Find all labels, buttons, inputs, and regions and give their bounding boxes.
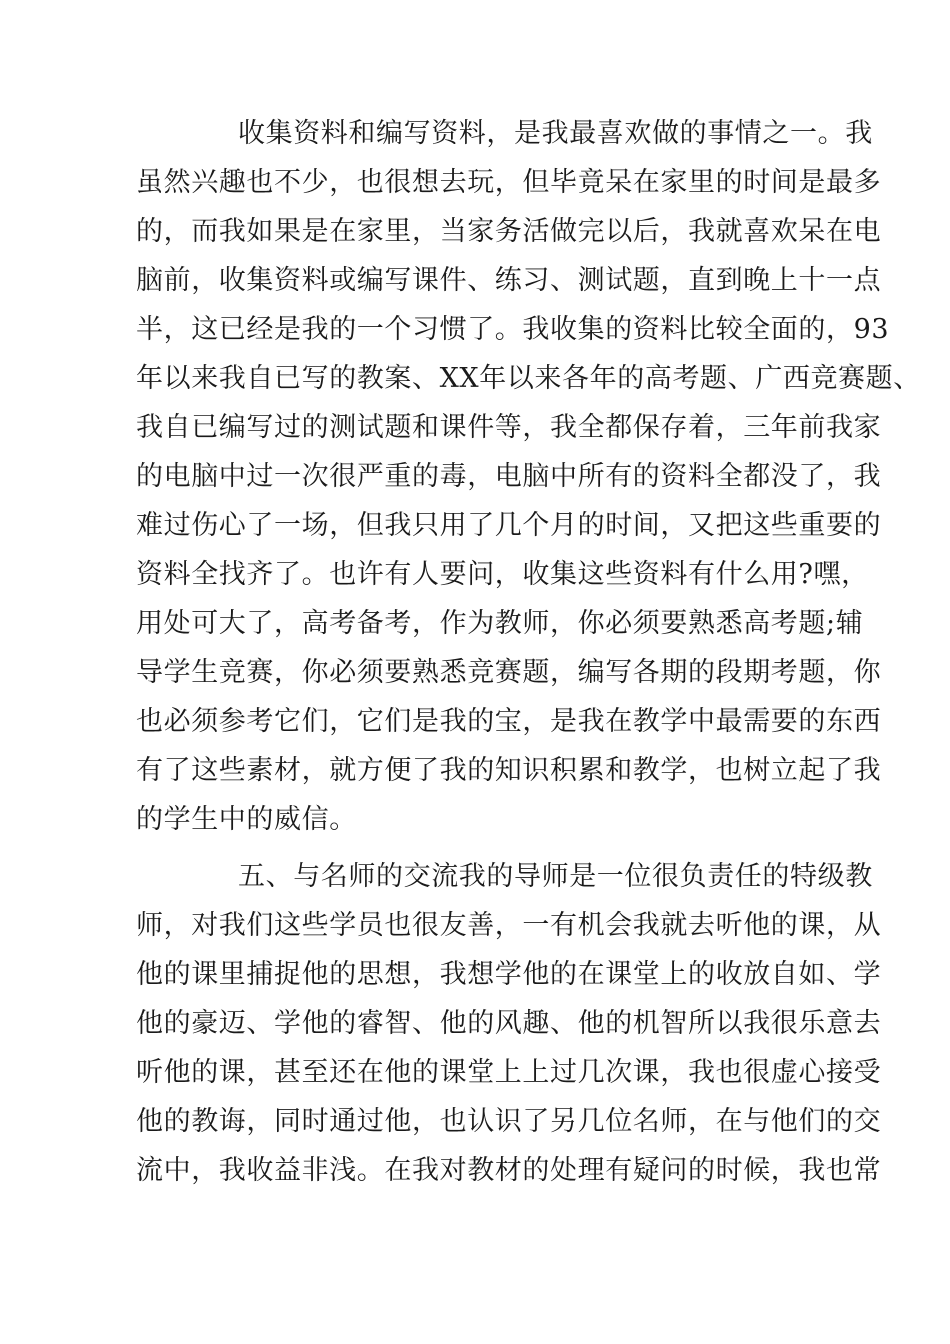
text-line: 虽然兴趣也不少，也很想去玩，但毕竟呆在家里的时间是最多: [136, 167, 882, 198]
text-line: 听他的课，甚至还在他的课堂上上过几次课，我也很虚心接受: [136, 1057, 882, 1088]
text-line: 流中，我收益非浅。在我对教材的处理有疑问的时候，我也常: [136, 1155, 882, 1186]
text-line: 导学生竞赛，你必须要熟悉竞赛题，编写各期的段期考题，你: [136, 657, 882, 688]
text-line: 难过伤心了一场，但我只用了几个月的时间，又把这些重要的: [136, 510, 882, 541]
text-line: 我自已编写过的测试题和课件等，我全都保存着，三年前我家: [136, 412, 882, 443]
text-line: 收集资料和编写资料，是我最喜欢做的事情之一。我: [238, 118, 873, 149]
text-line: 师，对我们这些学员也很友善，一有机会我就去听他的课，从: [136, 910, 882, 941]
text-line: 有了这些素材，就方便了我的知识积累和教学，也树立起了我: [136, 755, 882, 786]
text-line: 也必须参考它们，它们是我的宝，是我在教学中最需要的东西: [136, 706, 882, 737]
text-line: 五、与名师的交流我的导师是一位很负责任的特级教: [238, 861, 873, 892]
text-line: 脑前，收集资料或编写课件、练习、测试题，直到晚上十一点: [136, 265, 882, 296]
text-line: 资料全找齐了。也许有人要问，收集这些资料有什么用?嘿，: [136, 559, 869, 590]
text-line: 他的教诲，同时通过他，也认识了另几位名师，在与他们的交: [136, 1106, 882, 1137]
text-line: 的电脑中过一次很严重的毒，电脑中所有的资料全都没了，我: [136, 461, 882, 492]
text-line: 用处可大了，高考备考，作为教师，你必须要熟悉高考题;辅: [136, 608, 864, 639]
text-line: 的，而我如果是在家里，当家务活做完以后，我就喜欢呆在电: [136, 216, 882, 247]
text-line: 他的课里捕捉他的思想，我想学他的在课堂上的收放自如、学: [136, 959, 882, 990]
text-line: 年以来我自已写的教案、XX年以来各年的高考题、广西竞赛题、: [136, 363, 921, 394]
text-line: 的学生中的威信。: [136, 804, 357, 835]
text-line: 半，这已经是我的一个习惯了。我收集的资料比较全面的，93: [136, 314, 890, 345]
text-line: 他的豪迈、学他的睿智、他的风趣、他的机智所以我很乐意去: [136, 1008, 882, 1039]
